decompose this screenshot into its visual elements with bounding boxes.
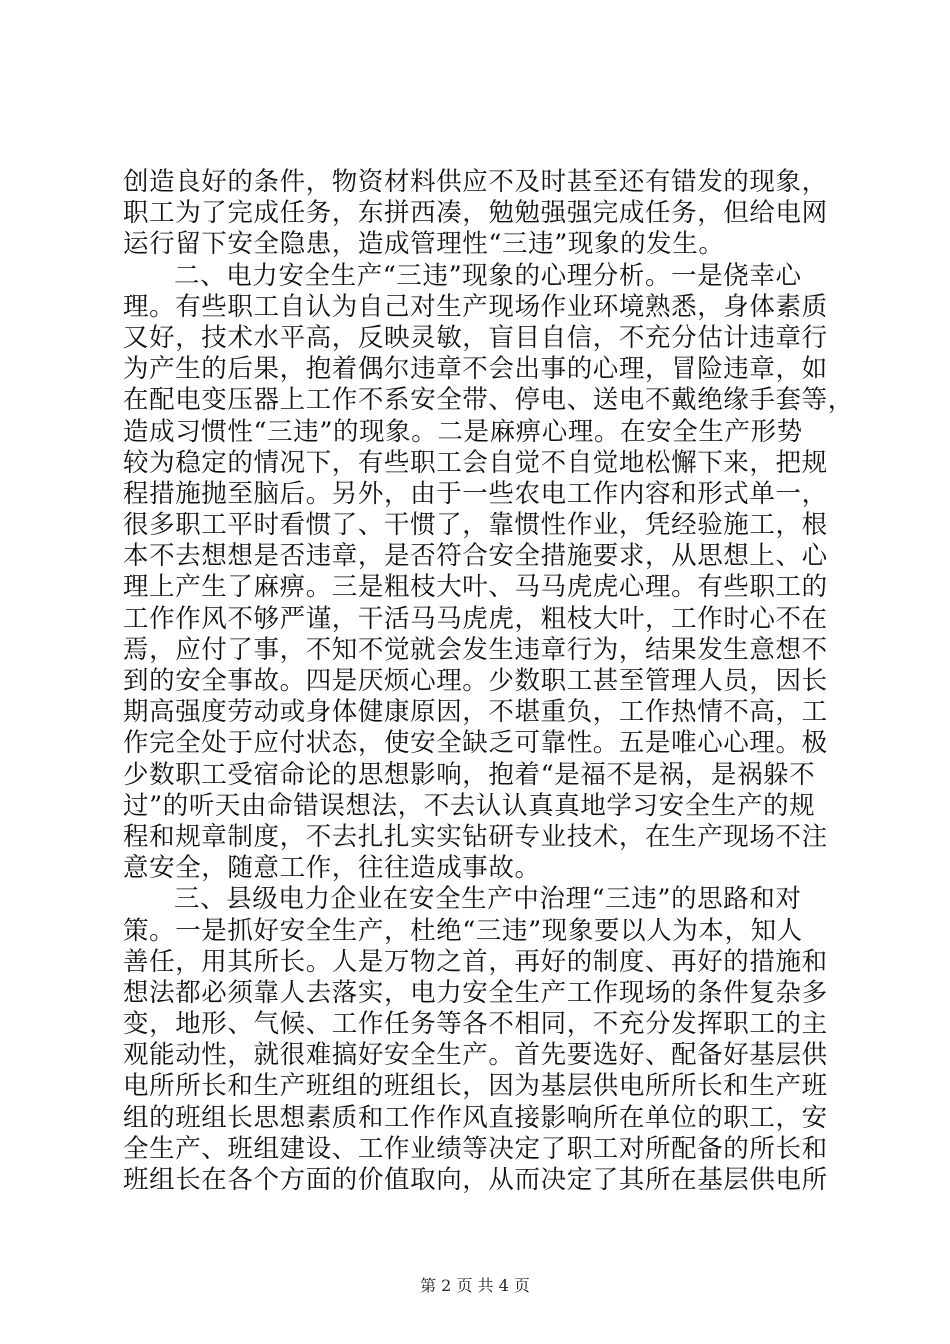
text-line: 策。一是抓好安全生产，杜绝“三违”现象要以人为本，知人 (123, 915, 803, 946)
text-line: 程措施抛至脑后。另外，由于一些农电工作内容和形式单一， (123, 478, 828, 509)
text-line: 造成习惯性“三违”的现象。二是麻痹心理。在安全生产形势 (123, 416, 803, 447)
text-line: 班组长在各个方面的价值取向，从而决定了其所在基层供电所 (123, 1165, 828, 1195)
text-line: 创造良好的条件，物资材料供应不及时甚至还有错发的现象， (123, 167, 828, 197)
text-line: 较为稳定的情况下，有些职工会自觉不自觉地松懈下来，把规 (123, 447, 828, 478)
text-line: 运行留下安全隐患，造成管理性“三违”现象的发生。 (123, 229, 725, 260)
text-line: 到的安全事故。四是厌烦心理。少数职工甚至管理人员，因长 (123, 666, 828, 696)
text-line: 职工为了完成任务，东拼西凑，勉勉强强完成任务，但给电网 (123, 198, 828, 229)
section-heading-line: 三、县级电力企业在安全生产中治理“三违”的思路和对 (174, 884, 802, 915)
text-line: 期高强度劳动或身体健康原因，不堪重负，工作热情不高，工 (123, 697, 828, 728)
text-line: 作完全处于应付状态，使安全缺乏可靠性。五是唯心心理。极 (123, 728, 828, 759)
body-text (123, 167, 854, 1196)
text-line: 想法都必须靠人去落实，电力安全生产工作现场的条件复杂多 (123, 977, 828, 1008)
text-line: 善任，用其所长。人是万物之首，再好的制度、再好的措施和 (123, 946, 828, 977)
text-line: 过”的听天由命错误想法，不去认认真真地学习安全生产的规 (123, 790, 816, 821)
text-line: 意安全，随意工作，往往造成事故。 (123, 853, 541, 884)
text-line: 组的班组长思想素质和工作作风直接影响所在单位的职工，安 (123, 1102, 828, 1133)
text-line: 全生产、班组建设、工作业绩等决定了职工对所配备的所长和 (123, 1133, 828, 1164)
text-line: 很多职工平时看惯了、干惯了，靠惯性作业，凭经验施工，根 (123, 510, 828, 541)
text-line: 为产生的后果，抱着偶尔违章不会出事的心理，冒险违章，如 (123, 354, 828, 385)
text-line: 理上产生了麻痹。三是粗枝大叶、马马虎虎心理。有些职工的 (123, 572, 828, 603)
page-number-footer: 第 2 页 共 4 页 (420, 1276, 530, 1295)
text-line: 变，地形、气候、工作任务等各不相同，不充分发挥职工的主 (123, 1009, 828, 1040)
text-line: 少数职工受宿命论的思想影响，抱着“是福不是祸，是祸躲不 (123, 759, 816, 790)
text-line: 程和规章制度，不去扎扎实实钻研专业技术，在生产现场不注 (123, 821, 828, 852)
text-line: 电所所长和生产班组的班组长，因为基层供电所所长和生产班 (123, 1071, 828, 1102)
text-line: 观能动性，就很难搞好安全生产。首先要选好、配备好基层供 (123, 1040, 828, 1071)
section-heading-line: 二、电力安全生产“三违”现象的心理分析。一是侥幸心 (174, 260, 802, 291)
text-line: 在配电变压器上工作不系安全带、停电、送电不戴绝缘手套等， (123, 385, 854, 416)
text-line: 本不去想想是否违章，是否符合安全措施要求，从思想上、心 (123, 541, 828, 572)
text-line: 又好，技术水平高，反映灵敏，盲目自信，不充分估计违章行 (123, 322, 828, 353)
text-line: 焉，应付了事，不知不觉就会发生违章行为，结果发生意想不 (123, 634, 828, 665)
text-line: 工作作风不够严谨，干活马马虎虎，粗枝大叶，工作时心不在 (123, 603, 828, 634)
text-line: 理。有些职工自认为自己对生产现场作业环境熟悉，身体素质 (123, 291, 828, 322)
